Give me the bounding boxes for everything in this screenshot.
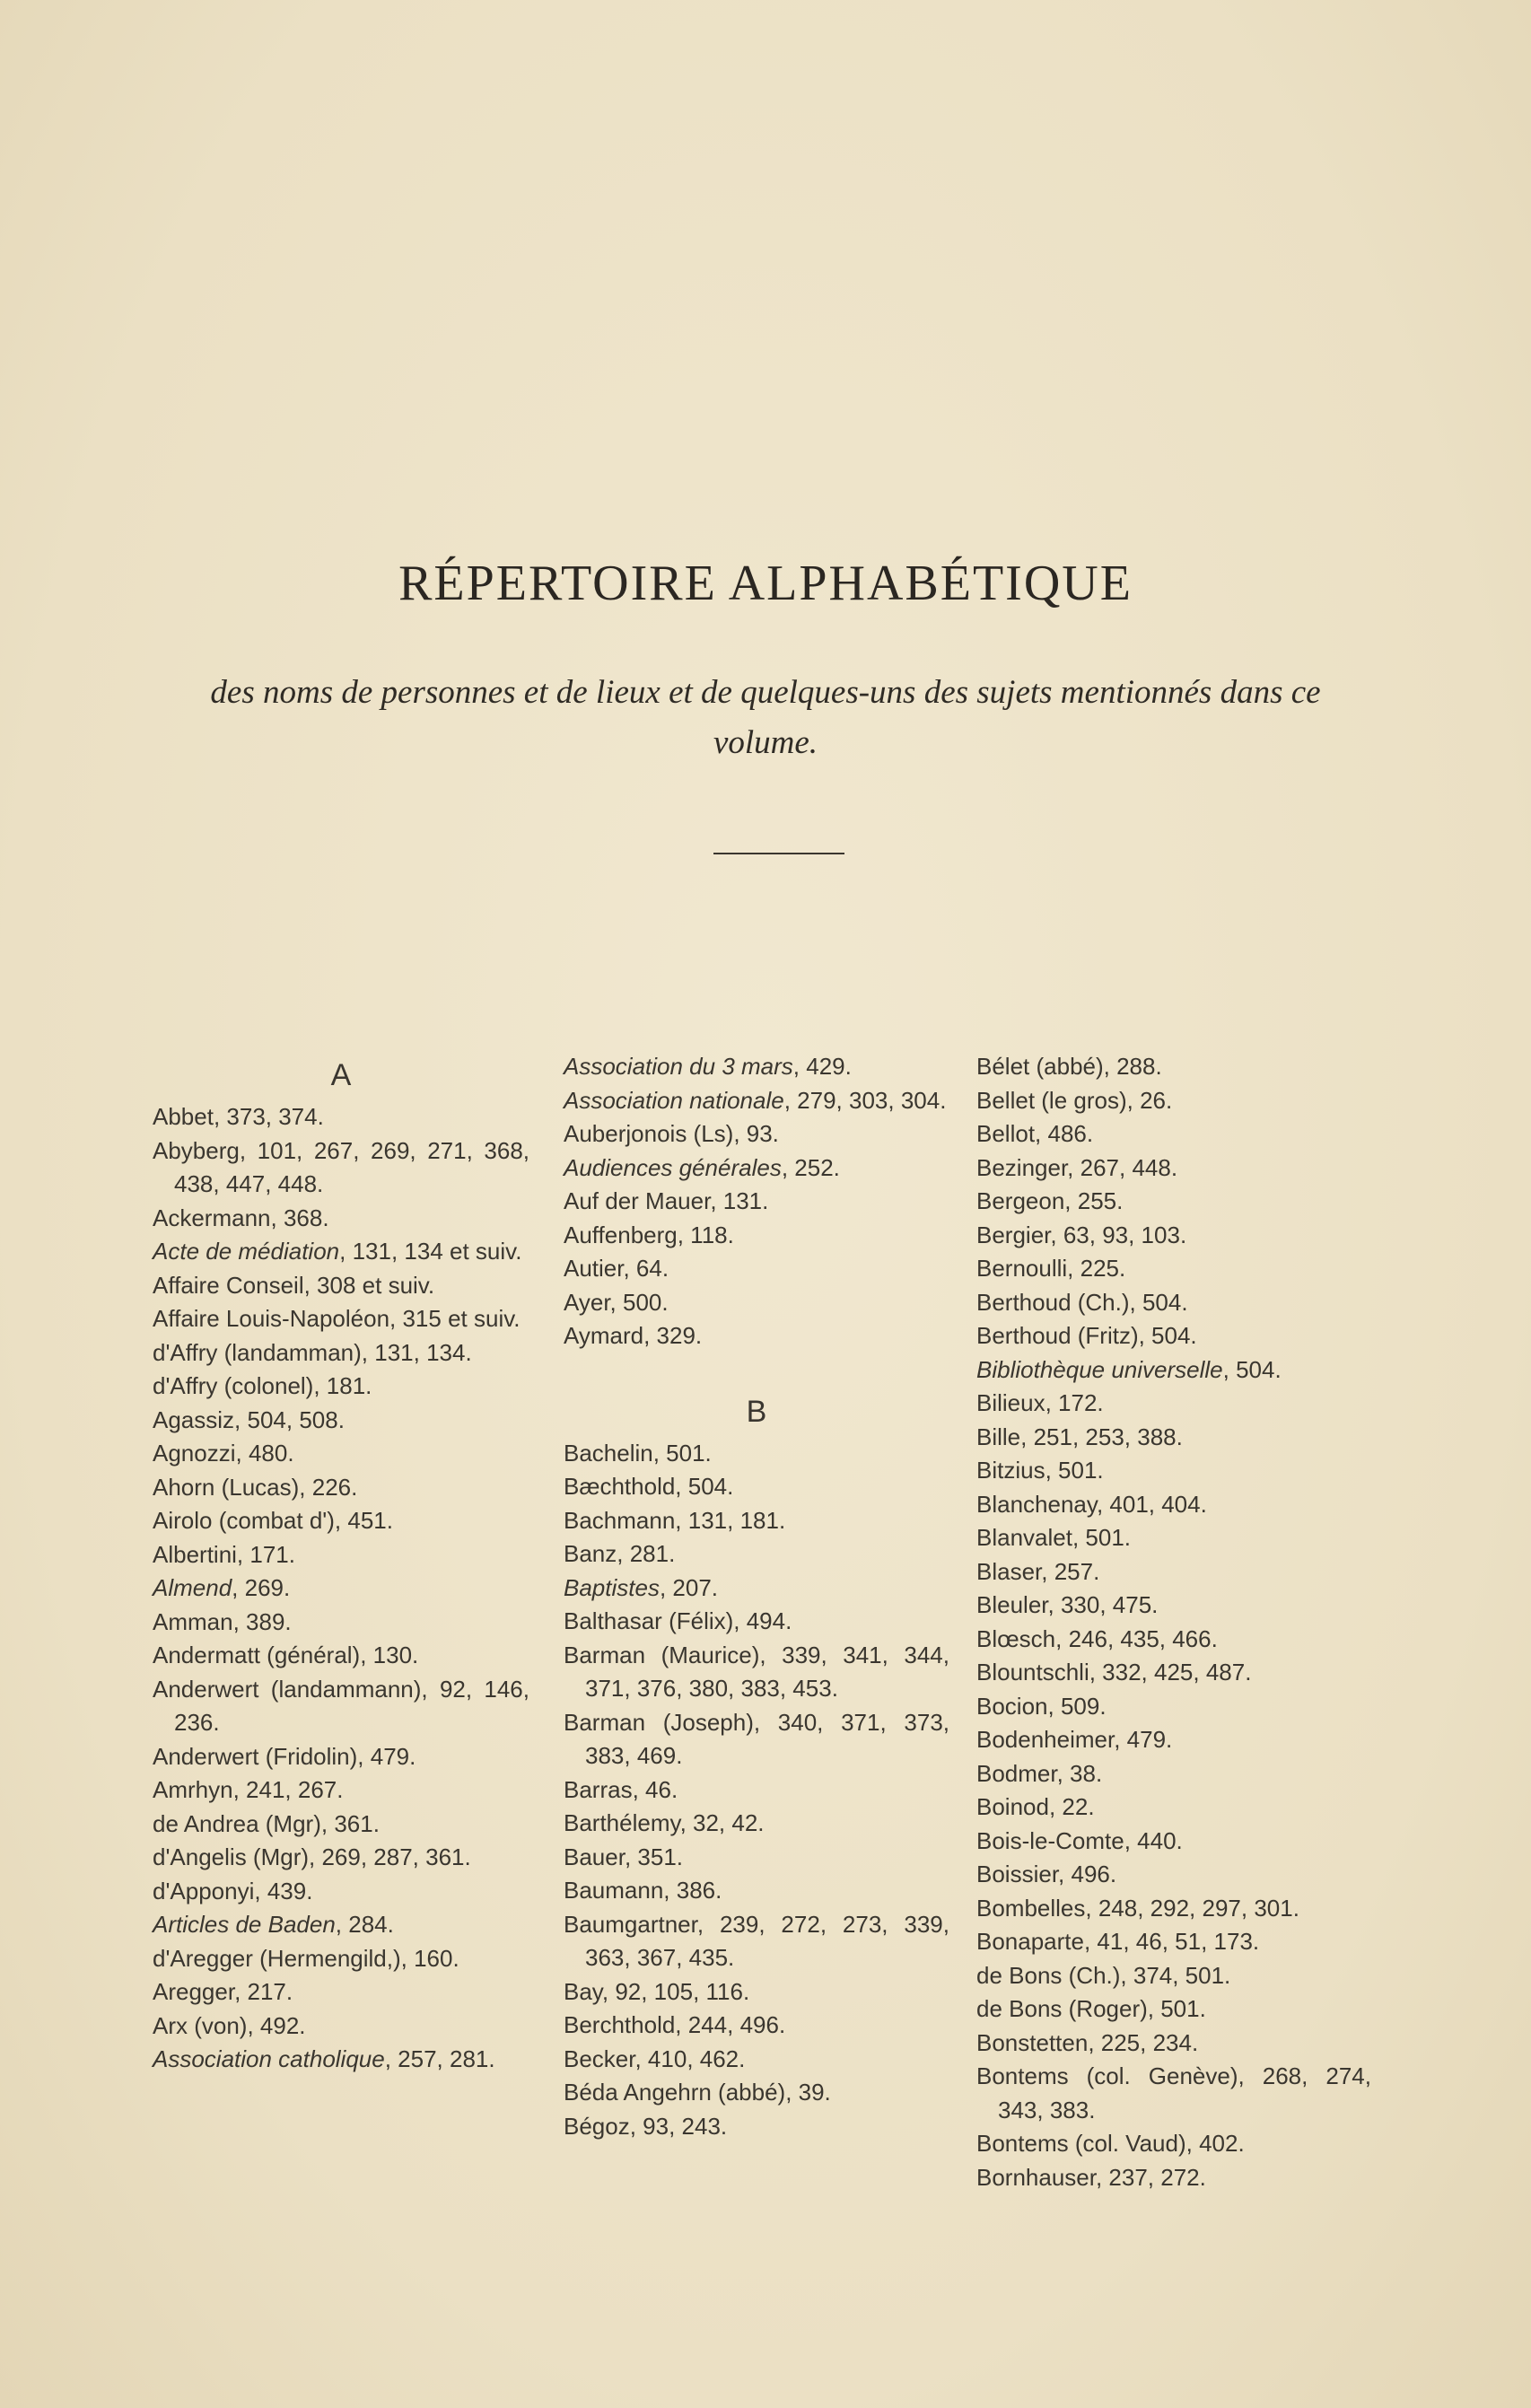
index-entry xyxy=(153,2010,529,2044)
entry-text: Bernoulli, 225. xyxy=(976,1255,1126,1282)
index-entry xyxy=(564,1219,949,1253)
index-entry xyxy=(564,1807,949,1841)
entry-heading: Almend xyxy=(153,1574,232,1601)
entry-text: Bodmer, 38. xyxy=(976,1759,1103,1787)
section-letter-b: B xyxy=(746,1394,767,1429)
index-entry xyxy=(976,2161,1371,2195)
index-title: RÉPERTOIRE ALPHABÉTIQUE xyxy=(398,556,1133,611)
entry-text: Bonstetten, 225, 234. xyxy=(976,2028,1199,2056)
index-entry xyxy=(564,1975,949,2010)
entry-text: Bellet (le gros), 26. xyxy=(976,1086,1173,1114)
index-entry xyxy=(153,1235,529,1269)
entry-text: Bauer, 351. xyxy=(564,1843,683,1870)
entry-text: Amrhyn, 241, 267. xyxy=(153,1776,344,1803)
entry-text: Auf der Mauer, 131. xyxy=(564,1187,769,1214)
entry-list xyxy=(564,1437,949,2144)
entry-text: Abbet, 373, 374. xyxy=(153,1103,324,1130)
index-entry xyxy=(564,1605,949,1639)
index-entry xyxy=(153,1538,529,1572)
index-column-2 xyxy=(564,1050,949,2143)
index-entry xyxy=(976,2127,1371,2161)
entry-text: Ayer, 500. xyxy=(564,1288,669,1316)
index-entry xyxy=(153,1202,529,1236)
entry-text: , 131, 134 et suiv. xyxy=(339,1238,522,1265)
index-entry xyxy=(564,1874,949,1908)
index-entry xyxy=(153,1437,529,1471)
index-entry xyxy=(976,1555,1371,1589)
index-entry xyxy=(976,1656,1371,1690)
index-column-3 xyxy=(976,1050,1371,2194)
entry-text: d'Angelis (Mgr), 269, 287, 361. xyxy=(153,1843,471,1870)
index-entry xyxy=(976,1084,1371,1118)
entry-text: Ahorn (Lucas), 226. xyxy=(153,1473,358,1501)
entry-text: Bocion, 509. xyxy=(976,1692,1107,1720)
index-entry xyxy=(153,1336,529,1370)
entry-text: Barthélemy, 32, 42. xyxy=(564,1809,765,1836)
entry-text: Auffenberg, 118. xyxy=(564,1221,734,1248)
entry-text: Agassiz, 504, 508. xyxy=(153,1405,345,1433)
entry-text: Bachelin, 501. xyxy=(564,1439,712,1467)
entry-text: Abyberg, 101, 267, 269, 271, 368, 438, 447, 448. xyxy=(153,1136,529,1197)
entry-text: de Andrea (Mgr), 361. xyxy=(153,1809,380,1837)
entry-text: Bilieux, 172. xyxy=(976,1389,1104,1416)
entry-text: Anderwert (landammann), 92, 146, 236. xyxy=(153,1675,529,1736)
index-entry xyxy=(564,1773,949,1808)
index-entry xyxy=(564,1841,949,1875)
entry-text: Bonaparte, 41, 46, 51, 173. xyxy=(976,1928,1260,1955)
index-entry xyxy=(153,1269,529,1303)
entry-text: Bitzius, 501. xyxy=(976,1457,1104,1484)
index-entry xyxy=(153,1942,529,1976)
entry-text: Bontems (col. Genève), 268, 274, 343, 383. xyxy=(976,2062,1371,2123)
index-entry xyxy=(976,1387,1371,1421)
entry-text: Bille, 251, 253, 388. xyxy=(976,1423,1183,1450)
entry-text: Autier, 64. xyxy=(564,1255,669,1282)
entry-text: Becker, 410, 462. xyxy=(564,2045,746,2072)
index-entry xyxy=(153,1740,529,1774)
index-entry xyxy=(976,1421,1371,1455)
index-entry xyxy=(564,1504,949,1538)
index-entry xyxy=(976,1690,1371,1724)
index-entry xyxy=(564,1117,949,1151)
index-entry xyxy=(564,1572,949,1606)
entry-text: , 284. xyxy=(335,1911,394,1938)
entry-text: Bachmann, 131, 181. xyxy=(564,1506,786,1534)
entry-text: Baumgartner, 239, 272, 273, 339, 363, 367, 435. xyxy=(564,1910,949,1971)
entry-text: Bezinger, 267, 448. xyxy=(976,1153,1178,1181)
index-entry xyxy=(976,1252,1371,1286)
index-entry xyxy=(976,1791,1371,1825)
index-entry xyxy=(976,1723,1371,1757)
entry-list xyxy=(564,1050,949,1353)
entry-text: Béda Angehrn (abbé), 39. xyxy=(564,2079,831,2106)
entry-text: Boissier, 496. xyxy=(976,1861,1117,1887)
index-entry xyxy=(976,1858,1371,1892)
index-entry xyxy=(153,2043,529,2077)
entry-text: Bergier, 63, 93, 103. xyxy=(976,1221,1187,1248)
entry-text: Anderwert (Fridolin), 479. xyxy=(153,1742,416,1770)
entry-text: Auberjonois (Ls), 93. xyxy=(564,1120,779,1147)
entry-text: Bélet (abbé), 288. xyxy=(976,1053,1162,1080)
index-entry xyxy=(976,1151,1371,1186)
index-entry xyxy=(153,1875,529,1909)
index-entry xyxy=(976,1185,1371,1219)
index-entry xyxy=(564,1185,949,1219)
index-entry xyxy=(976,1521,1371,1555)
entry-text: Boinod, 22. xyxy=(976,1793,1095,1820)
index-entry xyxy=(976,1050,1371,1084)
divider-rule xyxy=(713,853,844,854)
index-entry xyxy=(153,1370,529,1404)
index-entry xyxy=(976,2027,1371,2061)
entry-text: Airolo (combat d'), 451. xyxy=(153,1507,393,1534)
entry-text: Berchthold, 244, 496. xyxy=(564,2011,786,2038)
entry-text: Blaser, 257. xyxy=(976,1557,1100,1585)
index-entry xyxy=(153,1841,529,1875)
entry-text: de Bons (Roger), 501. xyxy=(976,1995,1206,2022)
index-entry xyxy=(976,1454,1371,1488)
entry-text: Bay, 92, 105, 116. xyxy=(564,1977,750,2005)
entry-text: Aregger, 217. xyxy=(153,1978,293,2005)
index-entry xyxy=(976,1319,1371,1353)
index-entry xyxy=(564,1050,949,1084)
index-entry xyxy=(153,1908,529,1942)
index-entry xyxy=(564,1151,949,1186)
entry-text: Agnozzi, 480. xyxy=(153,1440,294,1467)
index-entry xyxy=(976,1757,1371,1791)
entry-text: de Bons (Ch.), 374, 501. xyxy=(976,1961,1231,1989)
entry-text: Baumann, 386. xyxy=(564,1877,722,1904)
entry-text: Blanchenay, 401, 404. xyxy=(976,1490,1207,1518)
entry-text: , 257, 281. xyxy=(384,2045,495,2072)
entry-text: Arx (von), 492. xyxy=(153,2011,306,2039)
entry-text: Blœsch, 246, 435, 466. xyxy=(976,1624,1218,1652)
index-entry xyxy=(564,1537,949,1572)
index-entry xyxy=(564,2043,949,2077)
entry-heading: Acte de médiation xyxy=(153,1238,340,1265)
entry-text: Bodenheimer, 479. xyxy=(976,1726,1173,1753)
entry-text: Bellot, 486. xyxy=(976,1120,1094,1147)
entry-text: d'Affry (landamman), 131, 134. xyxy=(153,1338,472,1366)
index-entry xyxy=(976,1892,1371,1926)
entry-heading: Articles de Baden xyxy=(153,1911,336,1938)
entry-heading: Baptistes xyxy=(564,1573,660,1601)
index-entry xyxy=(153,1100,529,1134)
index-entry xyxy=(153,1673,529,1740)
index-entry xyxy=(153,1773,529,1808)
entry-text: Barras, 46. xyxy=(564,1775,678,1803)
entry-heading: Association du 3 mars xyxy=(564,1053,793,1080)
entry-text: , 504. xyxy=(1222,1355,1282,1383)
index-entry xyxy=(564,1252,949,1286)
entry-text: Blountschli, 332, 425, 487. xyxy=(976,1659,1252,1686)
entry-text: Bleuler, 330, 475. xyxy=(976,1591,1159,1618)
index-entry xyxy=(976,1623,1371,1657)
index-entry xyxy=(564,1908,949,1975)
entry-text: Berthoud (Fritz), 504. xyxy=(976,1322,1197,1349)
index-entry xyxy=(976,1488,1371,1522)
entry-text: Ackermann, 368. xyxy=(153,1204,329,1231)
index-entry xyxy=(976,2060,1371,2127)
index-entry xyxy=(976,1589,1371,1623)
entry-list xyxy=(153,1100,529,2077)
entry-text: Aymard, 329. xyxy=(564,1322,703,1349)
entry-text: Bergeon, 255. xyxy=(976,1187,1124,1214)
index-entry xyxy=(976,1286,1371,1320)
entry-list xyxy=(976,1050,1371,2194)
index-entry xyxy=(976,1992,1371,2027)
entry-text: Blanvalet, 501. xyxy=(976,1524,1132,1551)
entry-heading: Bibliothèque universelle xyxy=(976,1355,1223,1383)
entry-text: Banz, 281. xyxy=(564,1540,676,1567)
entry-text: Bontems (col. Vaud), 402. xyxy=(976,2130,1245,2157)
entry-text: Amman, 389. xyxy=(153,1607,292,1635)
index-subtitle: des noms de personnes et de lieux et de quelques-uns des sujets mentionnés dans ce volume. xyxy=(210,674,1321,761)
index-entry xyxy=(564,1286,949,1320)
index-entry xyxy=(153,1404,529,1438)
entry-text: Bois-le-Comte, 440. xyxy=(976,1826,1183,1854)
index-entry xyxy=(564,1437,949,1471)
index-entry xyxy=(564,1706,949,1773)
index-column-1 xyxy=(153,1050,529,2077)
entry-text: Bégoz, 93, 243. xyxy=(564,2112,728,2140)
index-entry xyxy=(153,1471,529,1505)
entry-text: Berthoud (Ch.), 504. xyxy=(976,1288,1188,1316)
entry-text: Barman (Maurice), 339, 341, 344, 371, 376, 380, 383, 453. xyxy=(564,1641,949,1702)
entry-text: Affaire Louis-Napoléon, 315 et suiv. xyxy=(153,1305,521,1332)
entry-text: , 207. xyxy=(659,1573,719,1601)
index-entry xyxy=(564,1084,949,1118)
index-entry xyxy=(564,2076,949,2110)
entry-text: Barman (Joseph), 340, 371, 373, 383, 469. xyxy=(564,1708,949,1769)
index-entry xyxy=(976,1219,1371,1253)
section-letter-a: A xyxy=(330,1058,352,1092)
index-entry xyxy=(153,1606,529,1640)
entry-heading: Audiences générales xyxy=(564,1153,782,1181)
index-entry xyxy=(564,2009,949,2043)
index-entry xyxy=(976,1353,1371,1388)
entry-text: , 252. xyxy=(781,1153,840,1181)
index-entry xyxy=(564,2110,949,2144)
index-entry xyxy=(976,1117,1371,1151)
index-entry xyxy=(564,1639,949,1706)
entry-text: Bornhauser, 237, 272. xyxy=(976,2163,1206,2191)
entry-text: Andermatt (général), 130. xyxy=(153,1642,419,1668)
entry-text: Bombelles, 248, 292, 297, 301. xyxy=(976,1894,1299,1922)
index-entry xyxy=(976,1825,1371,1859)
entry-text: Balthasar (Félix), 494. xyxy=(564,1607,792,1634)
entry-heading: Association catholique xyxy=(153,2045,385,2072)
entry-text: Albertini, 171. xyxy=(153,1540,295,1568)
entry-heading: Association nationale xyxy=(564,1086,784,1114)
entry-text: d'Apponyi, 439. xyxy=(153,1877,313,1905)
entry-text: d'Affry (colonel), 181. xyxy=(153,1372,372,1399)
index-entry xyxy=(153,1572,529,1606)
entry-text: , 429. xyxy=(792,1053,852,1080)
index-entry xyxy=(153,1504,529,1538)
index-entry xyxy=(564,1470,949,1504)
index-entry xyxy=(153,1808,529,1842)
index-entry xyxy=(976,1959,1371,1993)
index-entry xyxy=(564,1319,949,1353)
entry-text: , 269. xyxy=(232,1574,291,1601)
entry-text: , 279, 303, 304. xyxy=(783,1086,947,1114)
index-entry xyxy=(153,1975,529,2010)
entry-text: Affaire Conseil, 308 et suiv. xyxy=(153,1271,435,1299)
index-entry xyxy=(153,1134,529,1202)
entry-text: d'Aregger (Hermengild,), 160. xyxy=(153,1944,459,1972)
index-entry xyxy=(153,1302,529,1336)
index-entry xyxy=(976,1925,1371,1959)
entry-text: Bæchthold, 504. xyxy=(564,1473,734,1500)
index-entry xyxy=(153,1639,529,1673)
